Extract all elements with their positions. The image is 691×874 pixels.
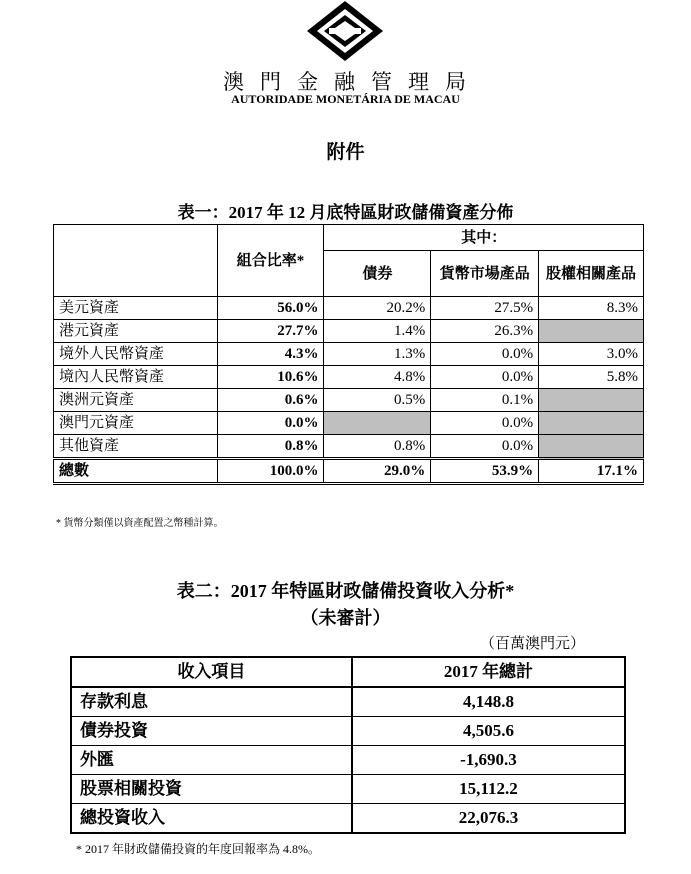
ratio-cell: 0.8% (217, 435, 324, 459)
income-value: 4,148.8 (352, 687, 625, 717)
table1-header-equity: 股權相關產品 (539, 251, 644, 297)
ratio-cell: 10.6% (217, 366, 324, 389)
table2-footnote: * 2017 年財政儲備投資的年度回報率為 4.8%。 (76, 842, 320, 856)
income-item: 存款利息 (71, 687, 352, 717)
table2-subtitle: （未審計） (300, 608, 391, 628)
ratio-cell: 4.3% (217, 343, 324, 366)
money-market-cell: 0.0% (431, 343, 539, 366)
row-label: 美元資產 (54, 297, 218, 320)
table-row (54, 343, 644, 366)
bonds-cell: 1.4% (324, 320, 431, 343)
table-row (71, 717, 625, 746)
annex-heading: 附件 (326, 142, 365, 163)
bonds-cell: 0.8% (324, 435, 431, 459)
table-row (54, 320, 644, 343)
income-item: 債券投資 (71, 717, 352, 746)
amcm-logo (305, 0, 385, 62)
table1-header-money-market: 貨幣市場產品 (431, 251, 539, 297)
row-label: 港元資產 (54, 320, 218, 343)
total-row (54, 459, 644, 484)
table1-title: 表一：2017 年 12 月底特區財政儲備資產分佈 (177, 203, 514, 222)
income-item: 股票相關投資 (71, 775, 352, 804)
bonds-cell: 4.8% (324, 366, 431, 389)
table2-header-item: 收入項目 (71, 657, 352, 687)
income-value: 4,505.6 (352, 717, 625, 746)
row-label: 澳洲元資產 (54, 389, 218, 412)
total-label: 總數 (54, 459, 218, 484)
org-name-portuguese: AUTORIDADE MONETÁRIA DE MACAU (231, 92, 460, 106)
money-market-cell: 0.0% (431, 412, 539, 435)
table2-unit: （百萬澳門元） (480, 636, 586, 652)
ratio-cell: 0.6% (217, 389, 324, 412)
ratio-cell: 56.0% (217, 297, 324, 320)
equity-cell: 3.0% (539, 343, 644, 366)
row-label: 境外人民幣資產 (54, 343, 218, 366)
bonds-cell-empty (324, 412, 431, 435)
income-value: -1,690.3 (352, 746, 625, 775)
equity-cell-empty (539, 320, 644, 343)
table-row (54, 366, 644, 389)
total-money-market: 53.9% (431, 459, 539, 484)
equity-cell-empty (539, 435, 644, 459)
table-row (71, 746, 625, 775)
income-item: 外匯 (71, 746, 352, 775)
table-row (54, 412, 644, 435)
total-ratio: 100.0% (217, 459, 324, 484)
investment-income-table (70, 656, 626, 834)
table2-header-total: 2017 年總計 (352, 657, 625, 687)
income-item: 總投資收入 (71, 804, 352, 834)
table-row (54, 297, 644, 320)
table1-header-ratio: 組合比率* (217, 225, 324, 297)
income-value: 22,076.3 (352, 804, 625, 834)
money-market-cell: 0.0% (431, 366, 539, 389)
table-row (71, 775, 625, 804)
table-row (71, 804, 625, 834)
reserve-asset-distribution-table (53, 224, 644, 485)
income-value: 15,112.2 (352, 775, 625, 804)
table1-footnote: * 貨幣分類僅以資產配置之幣種計算。 (56, 518, 224, 529)
row-label: 境內人民幣資產 (54, 366, 218, 389)
equity-cell-empty (539, 389, 644, 412)
org-name-chinese: 澳門金融管理局 (223, 70, 482, 94)
total-bonds: 29.0% (324, 459, 431, 484)
table2-title: 表二：2017 年特區財政儲備投資收入分析* (176, 581, 515, 601)
table1-header-group: 其中： (324, 225, 644, 251)
equity-cell: 5.8% (539, 366, 644, 389)
bonds-cell: 0.5% (324, 389, 431, 412)
bonds-cell: 20.2% (324, 297, 431, 320)
ratio-cell: 27.7% (217, 320, 324, 343)
table-row (54, 435, 644, 459)
money-market-cell: 26.3% (431, 320, 539, 343)
money-market-cell: 27.5% (431, 297, 539, 320)
money-market-cell: 0.1% (431, 389, 539, 412)
row-label: 其他資產 (54, 435, 218, 459)
table1-corner-header (54, 225, 218, 297)
ratio-cell: 0.0% (217, 412, 324, 435)
money-market-cell: 0.0% (431, 435, 539, 459)
bonds-cell: 1.3% (324, 343, 431, 366)
table-row (71, 687, 625, 717)
row-label: 澳門元資產 (54, 412, 218, 435)
equity-cell: 8.3% (539, 297, 644, 320)
table-row (54, 389, 644, 412)
total-equity: 17.1% (539, 459, 644, 484)
table1-header-bonds: 債券 (324, 251, 431, 297)
equity-cell-empty (539, 412, 644, 435)
